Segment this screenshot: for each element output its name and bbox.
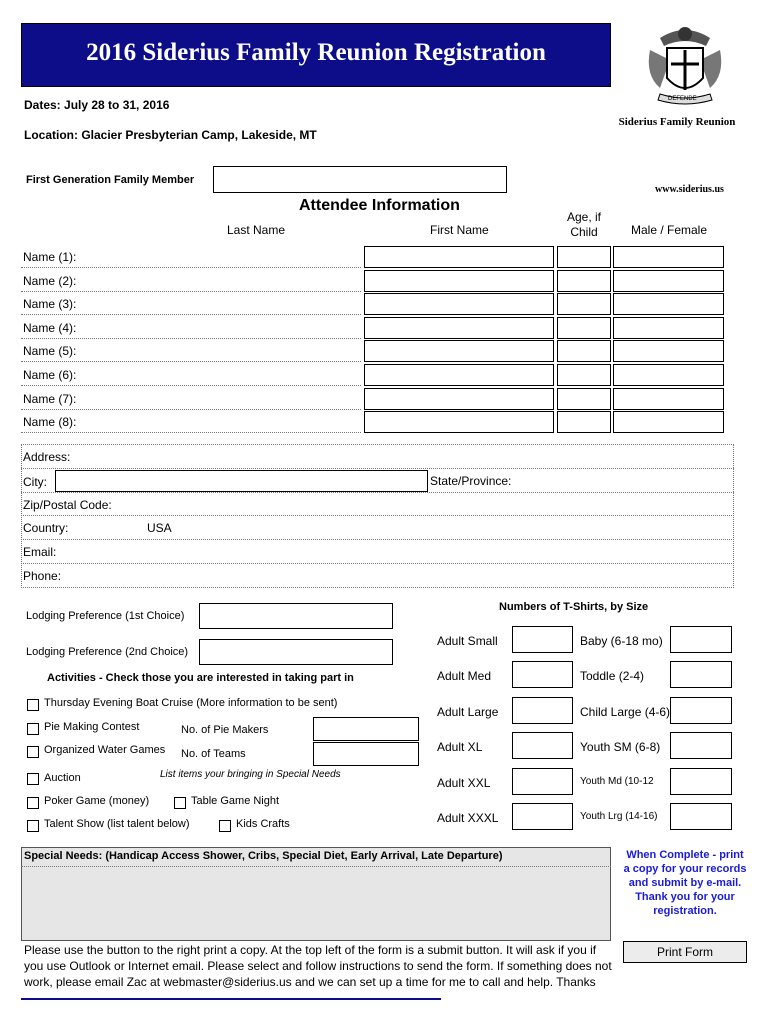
age-cell[interactable]	[557, 411, 611, 433]
age-cell[interactable]	[557, 364, 611, 386]
complete-note-line: registration.	[653, 905, 717, 917]
first-name-cell[interactable]	[364, 317, 554, 339]
state-label: State/Province:	[430, 474, 512, 488]
gender-cell[interactable]	[613, 293, 724, 315]
zip-label: Zip/Postal Code:	[23, 498, 112, 512]
kids-size-count-field[interactable]	[670, 626, 732, 653]
country-value[interactable]: USA	[147, 521, 172, 535]
gender-cell[interactable]	[613, 340, 724, 362]
crest-caption: Siderius Family Reunion	[618, 116, 736, 128]
gender-cell[interactable]	[613, 411, 724, 433]
kids-size-count-field[interactable]	[670, 732, 732, 759]
crest-motto: DEFENDE	[668, 96, 697, 102]
attendee-heading: Attendee Information	[299, 197, 460, 214]
first-name-cell[interactable]	[364, 293, 554, 315]
print-form-button[interactable]: Print Form	[623, 941, 747, 963]
attendee-row-label: Name (1):	[23, 250, 77, 264]
attendee-row-label: Name (4):	[23, 321, 77, 335]
divider	[21, 515, 734, 516]
divider	[21, 539, 734, 540]
table-game-checkbox[interactable]	[174, 797, 186, 809]
lodging-first-label: Lodging Preference (1st Choice)	[26, 610, 185, 622]
first-name-cell[interactable]	[364, 364, 554, 386]
complete-note-line: When Complete - print	[626, 849, 744, 861]
auction-note: List items your bringing in Special Needs	[160, 769, 341, 780]
first-name-cell[interactable]	[364, 246, 554, 268]
age-cell[interactable]	[557, 246, 611, 268]
gender-cell[interactable]	[613, 317, 724, 339]
lodging-second-label: Lodging Preference (2nd Choice)	[26, 646, 189, 658]
address-block	[21, 444, 734, 588]
first-name-cell[interactable]	[364, 270, 554, 292]
col-first-name: First Name	[430, 223, 489, 237]
first-name-cell[interactable]	[364, 388, 554, 410]
adult-size-count-field[interactable]	[512, 803, 573, 830]
adult-size-count-field[interactable]	[512, 661, 573, 688]
family-crest	[640, 20, 730, 115]
row-divider	[21, 385, 361, 386]
age-cell[interactable]	[557, 340, 611, 362]
adult-size-label: Adult XL	[437, 740, 483, 754]
adult-size-count-field[interactable]	[512, 732, 573, 759]
first-gen-label: First Generation Family Member	[26, 174, 195, 186]
tshirts-heading: Numbers of T-Shirts, by Size	[499, 601, 649, 613]
boat-cruise-label: Thursday Evening Boat Cruise (More information to be sent)	[44, 697, 338, 709]
kids-size-count-field[interactable]	[670, 768, 732, 795]
kids-size-count-field[interactable]	[670, 661, 732, 688]
row-divider	[21, 338, 361, 339]
age-cell[interactable]	[557, 293, 611, 315]
kids-size-label: Toddle (2-4)	[580, 669, 645, 683]
divider	[21, 468, 734, 469]
first-name-cell[interactable]	[364, 340, 554, 362]
location-text: Location: Glacier Presbyterian Camp, Lakeside, MT	[24, 128, 317, 142]
pie-contest-checkbox[interactable]	[27, 723, 39, 735]
kids-size-label: Youth Md (10-12	[580, 776, 654, 787]
adult-size-label: Adult Large	[437, 705, 499, 719]
boat-cruise-checkbox[interactable]	[27, 699, 39, 711]
pie-count-label: No. of Pie Makers	[181, 724, 269, 736]
attendee-row-label: Name (3):	[23, 297, 77, 311]
page-title: 2016 Siderius Family Reunion Registration	[86, 39, 546, 66]
talent-show-label: Talent Show (list talent below)	[44, 818, 190, 830]
gender-cell[interactable]	[613, 246, 724, 268]
kids-size-count-field[interactable]	[670, 803, 732, 830]
lodging-second-field[interactable]	[199, 639, 393, 665]
kids-size-label: Baby (6-18 mo)	[580, 634, 663, 648]
row-divider	[21, 409, 361, 410]
divider	[21, 563, 734, 564]
pie-contest-label: Pie Making Contest	[44, 721, 140, 733]
kids-size-count-field[interactable]	[670, 697, 732, 724]
adult-size-label: Adult Small	[437, 634, 498, 648]
pie-count-field[interactable]	[313, 717, 419, 741]
attendee-row-label: Name (6):	[23, 368, 77, 382]
website-text: www.siderius.us	[655, 184, 724, 195]
table-game-label: Table Game Night	[191, 795, 280, 807]
attendee-row-label: Name (8):	[23, 415, 77, 429]
first-name-cell[interactable]	[364, 411, 554, 433]
kids-crafts-label: Kids Crafts	[236, 818, 290, 830]
kids-size-label: Child Large (4-6)	[580, 705, 671, 719]
special-needs-label: Special Needs: (Handicap Access Shower, Cribs, Special Diet, Early Arrival, Late Departure)	[24, 850, 503, 862]
title-banner	[21, 23, 611, 87]
poker-checkbox[interactable]	[27, 797, 39, 809]
adult-size-label: Adult XXL	[437, 776, 491, 790]
phone-label: Phone:	[23, 569, 62, 583]
city-field[interactable]	[55, 470, 428, 492]
kids-size-label: Youth Lrg (14-16)	[580, 811, 658, 822]
age-cell[interactable]	[557, 388, 611, 410]
divider	[21, 866, 611, 867]
country-label: Country:	[23, 521, 69, 535]
complete-note-line: a copy for your records	[623, 863, 747, 875]
adult-size-count-field[interactable]	[512, 626, 573, 653]
gender-cell[interactable]	[613, 364, 724, 386]
lodging-first-field[interactable]	[199, 603, 393, 629]
col-age: Age, if Child	[566, 210, 602, 239]
age-cell[interactable]	[557, 270, 611, 292]
row-divider	[21, 314, 361, 315]
poker-label: Poker Game (money)	[44, 795, 150, 807]
age-cell[interactable]	[557, 317, 611, 339]
col-last-name: Last Name	[227, 223, 286, 237]
talent-show-checkbox[interactable]	[27, 820, 39, 832]
footer-instructions: Please use the button to the right print a copy. At the top left of the form is a submit button. It will ask if you if you use Outlook or Internet email. Please select and follow instructions to send the form. If something does not work, please email Zac at webmaster@siderius.us and we can set up a time for me to call and help. Thanks	[24, 943, 612, 989]
activities-heading: Activities - Check those you are interested in taking part in	[47, 672, 354, 684]
first-gen-field[interactable]	[213, 166, 507, 193]
row-divider	[21, 267, 361, 268]
address-label: Address:	[23, 450, 71, 464]
gender-cell[interactable]	[613, 388, 724, 410]
divider	[21, 492, 734, 493]
row-divider	[21, 361, 361, 362]
teams-label: No. of Teams	[181, 748, 246, 760]
teams-field[interactable]	[313, 742, 419, 766]
attendee-row-label: Name (2):	[23, 274, 77, 288]
col-gender: Male / Female	[631, 223, 708, 237]
email-label: Email:	[23, 545, 57, 559]
kids-crafts-checkbox[interactable]	[219, 820, 231, 832]
kids-size-label: Youth SM (6-8)	[580, 740, 661, 754]
gender-cell[interactable]	[613, 270, 724, 292]
city-label: City:	[23, 475, 47, 489]
water-games-label: Organized Water Games	[44, 744, 166, 756]
row-divider	[21, 291, 361, 292]
adult-size-label: Adult Med	[437, 669, 492, 683]
complete-note-line: and submit by e-mail.	[628, 877, 742, 889]
attendee-row-label: Name (5):	[23, 344, 77, 358]
auction-label: Auction	[44, 772, 81, 784]
auction-checkbox[interactable]	[27, 773, 39, 785]
complete-note-line: Thank you for your	[635, 891, 735, 903]
adult-size-count-field[interactable]	[512, 768, 573, 795]
adult-size-count-field[interactable]	[512, 697, 573, 724]
footer-rule	[21, 998, 441, 1000]
row-divider	[21, 432, 361, 433]
water-games-checkbox[interactable]	[27, 746, 39, 758]
adult-size-label: Adult XXXL	[437, 811, 499, 825]
dates-text: Dates: July 28 to 31, 2016	[24, 98, 170, 112]
attendee-row-label: Name (7):	[23, 392, 77, 406]
complete-note	[612, 848, 758, 918]
